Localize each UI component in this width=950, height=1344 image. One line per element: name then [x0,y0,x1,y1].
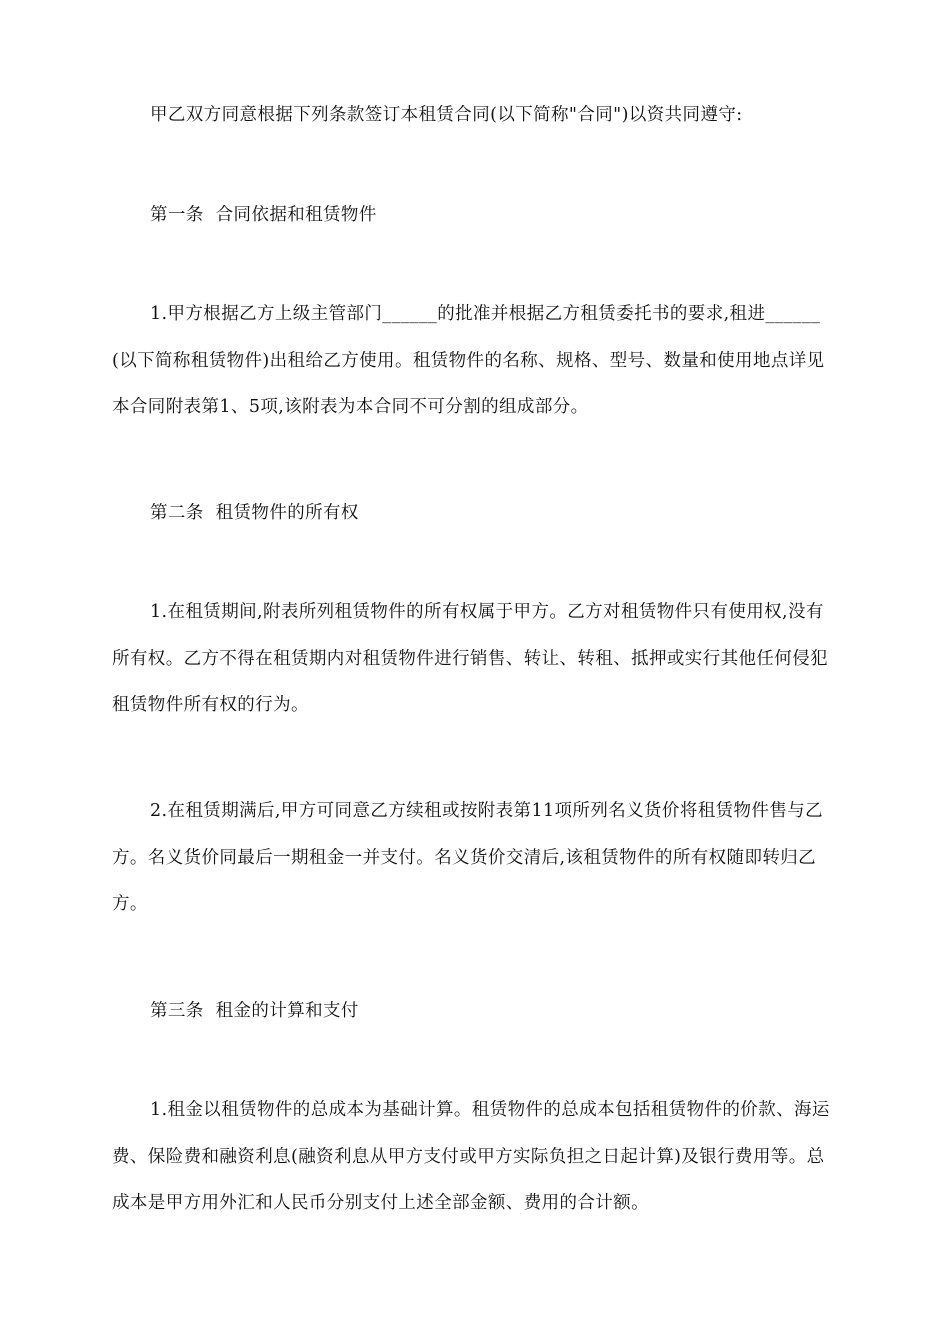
article-1-clause-1: 1.甲方根据乙方上级主管部门______的批准并根据乙方租赁委托书的要求,租进______(以下简称租赁物件)出租给乙方使用。租赁物件的名称、规格、型号、数量和使用地点详见本合同附表第1、5项,该附表为本合同不可分割的组成部分。 [112,304,825,417]
article-3-heading: 第三条 租金的计算和支付 [150,1001,359,1021]
article-2-clause-2: 2.在租赁期满后,甲方可同意乙方续租或按附表第11项所列名义货价将租赁物件售与乙方。名义货价同最后一期租金一并支付。名义货价交清后,该租赁物件的所有权随即转归乙方。 [112,801,824,914]
article-2-heading: 第二条 租赁物件的所有权 [150,503,359,523]
article-2-clause-1: 1.在租赁期间,附表所列租赁物件的所有权属于甲方。乙方对租赁物件只有使用权,没有所有权。乙方不得在租赁期内对租赁物件进行销售、转让、转租、抵押或实行其他任何侵犯租赁物件所有权的行为。 [112,602,828,715]
article-1-heading: 第一条 合同依据和租赁物件 [150,205,377,225]
article-3-clause-1: 1.租金以租赁物件的总成本为基础计算。租赁物件的总成本包括租赁物件的价款、海运费、保险费和融资利息(融资利息从甲方支付或甲方实际负担之日起计算)及银行费用等。总成本是甲方用外汇和人民币分别支付上述全部金额、费用的合计额。 [112,1100,830,1213]
intro-paragraph: 甲乙双方同意根据下列条款签订本租赁合同(以下简称"合同")以资共同遵守: [150,105,743,125]
